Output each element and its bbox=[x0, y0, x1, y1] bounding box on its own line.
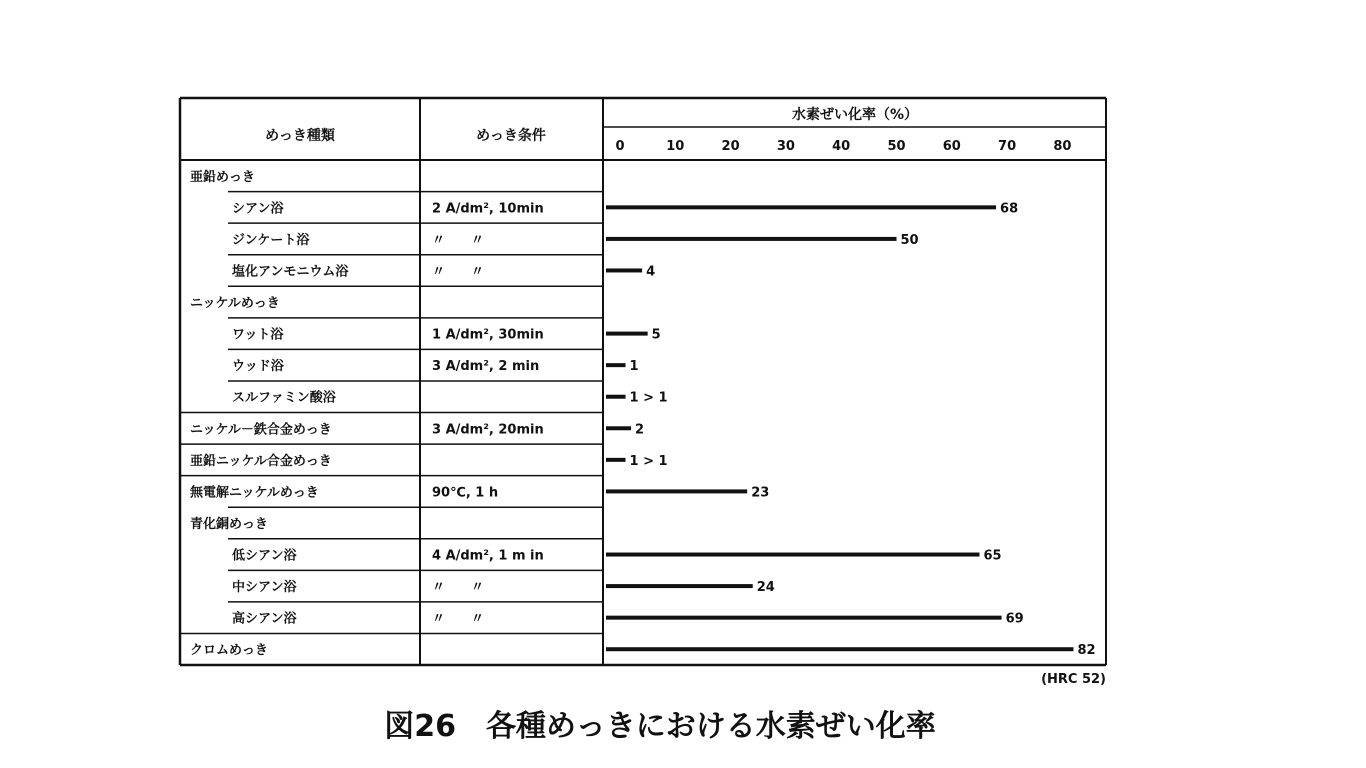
bar bbox=[606, 584, 753, 588]
bar-value-label: 68 bbox=[1000, 201, 1019, 217]
row-condition: 3 A/dm², 2 min bbox=[432, 359, 540, 375]
row-label: 低シアン浴 bbox=[232, 548, 297, 564]
bar-value-label: 23 bbox=[751, 485, 770, 501]
row-condition: 2 A/dm², 10min bbox=[432, 201, 544, 217]
bar-value-label: 1 > 1 bbox=[629, 390, 668, 406]
bar bbox=[606, 489, 747, 493]
bar bbox=[606, 395, 626, 399]
row-condition: 〃 〃 bbox=[432, 232, 485, 248]
row-label: ニッケルめっき bbox=[190, 296, 280, 312]
row-condition: 〃 〃 bbox=[432, 580, 485, 596]
x-tick-label: 70 bbox=[998, 139, 1017, 154]
bar bbox=[606, 363, 626, 367]
bar bbox=[606, 205, 996, 209]
bar-series bbox=[606, 201, 1096, 658]
bar bbox=[606, 237, 897, 241]
x-tick-label: 60 bbox=[942, 139, 961, 154]
row-label: 中シアン浴 bbox=[232, 580, 297, 596]
row-condition: 4 A/dm², 1 m in bbox=[432, 548, 544, 564]
x-tick-label: 20 bbox=[721, 139, 740, 154]
bar-value-label: 65 bbox=[983, 548, 1002, 564]
row-label: 亜鉛めっき bbox=[190, 169, 255, 185]
bar bbox=[606, 616, 1002, 620]
row-label: 高シアン浴 bbox=[232, 611, 297, 627]
bar bbox=[606, 647, 1073, 651]
row-condition: 1 A/dm², 30min bbox=[432, 327, 544, 343]
figure-caption: 図26 各種めっきにおける水素ぜい化率 bbox=[384, 709, 936, 744]
row-condition: 〃 〃 bbox=[432, 264, 485, 280]
row-label: ジンケート浴 bbox=[232, 232, 310, 248]
bar-value-label: 4 bbox=[646, 264, 656, 280]
x-tick-label: 10 bbox=[666, 139, 685, 154]
bar-value-label: 1 bbox=[629, 359, 639, 375]
bar bbox=[606, 268, 642, 272]
row-label: 青化銅めっき bbox=[190, 516, 268, 532]
table-rows bbox=[180, 169, 603, 658]
header-plating-condition: めっき条件 bbox=[476, 128, 546, 144]
row-condition: 90℃, 1 h bbox=[432, 485, 499, 501]
row-label: 無電解ニッケルめっき bbox=[190, 485, 319, 501]
row-condition: 3 A/dm², 20min bbox=[432, 422, 544, 438]
bar bbox=[606, 553, 979, 557]
bar-value-label: 82 bbox=[1077, 643, 1096, 659]
x-tick-label: 40 bbox=[832, 139, 851, 154]
bar-value-label: 2 bbox=[635, 422, 645, 438]
bar bbox=[606, 426, 631, 430]
x-tick-label: 0 bbox=[615, 139, 625, 154]
bar-value-label: 69 bbox=[1005, 611, 1024, 627]
bar bbox=[606, 332, 648, 336]
row-label: ウッド浴 bbox=[232, 359, 284, 375]
bar-value-label: 24 bbox=[756, 580, 775, 596]
row-label: スルファミン酸浴 bbox=[232, 390, 336, 406]
header-embrittlement-rate: 水素ぜい化率（%） bbox=[791, 107, 919, 123]
header-plating-type: めっき種類 bbox=[265, 128, 335, 144]
row-label: ニッケル－鉄合金めっき bbox=[190, 422, 332, 438]
x-axis-ticks bbox=[615, 139, 1071, 154]
row-label: クロムめっき bbox=[190, 643, 268, 659]
row-label: シアン浴 bbox=[232, 201, 284, 217]
hardness-note: (HRC 52) bbox=[1041, 672, 1106, 687]
row-label: ワット浴 bbox=[232, 327, 284, 343]
bar-value-label: 1 > 1 bbox=[629, 453, 668, 469]
x-tick-label: 50 bbox=[887, 139, 906, 154]
row-label: 塩化アンモニウム浴 bbox=[232, 264, 349, 280]
bar-value-label: 50 bbox=[900, 232, 919, 248]
bar bbox=[606, 458, 626, 462]
table-header bbox=[265, 106, 918, 144]
x-tick-label: 80 bbox=[1053, 139, 1072, 154]
row-condition: 〃 〃 bbox=[432, 611, 485, 627]
x-tick-label: 30 bbox=[776, 139, 795, 154]
row-label: 亜鉛ニッケル合金めっき bbox=[190, 453, 332, 469]
bar-value-label: 5 bbox=[651, 327, 661, 343]
